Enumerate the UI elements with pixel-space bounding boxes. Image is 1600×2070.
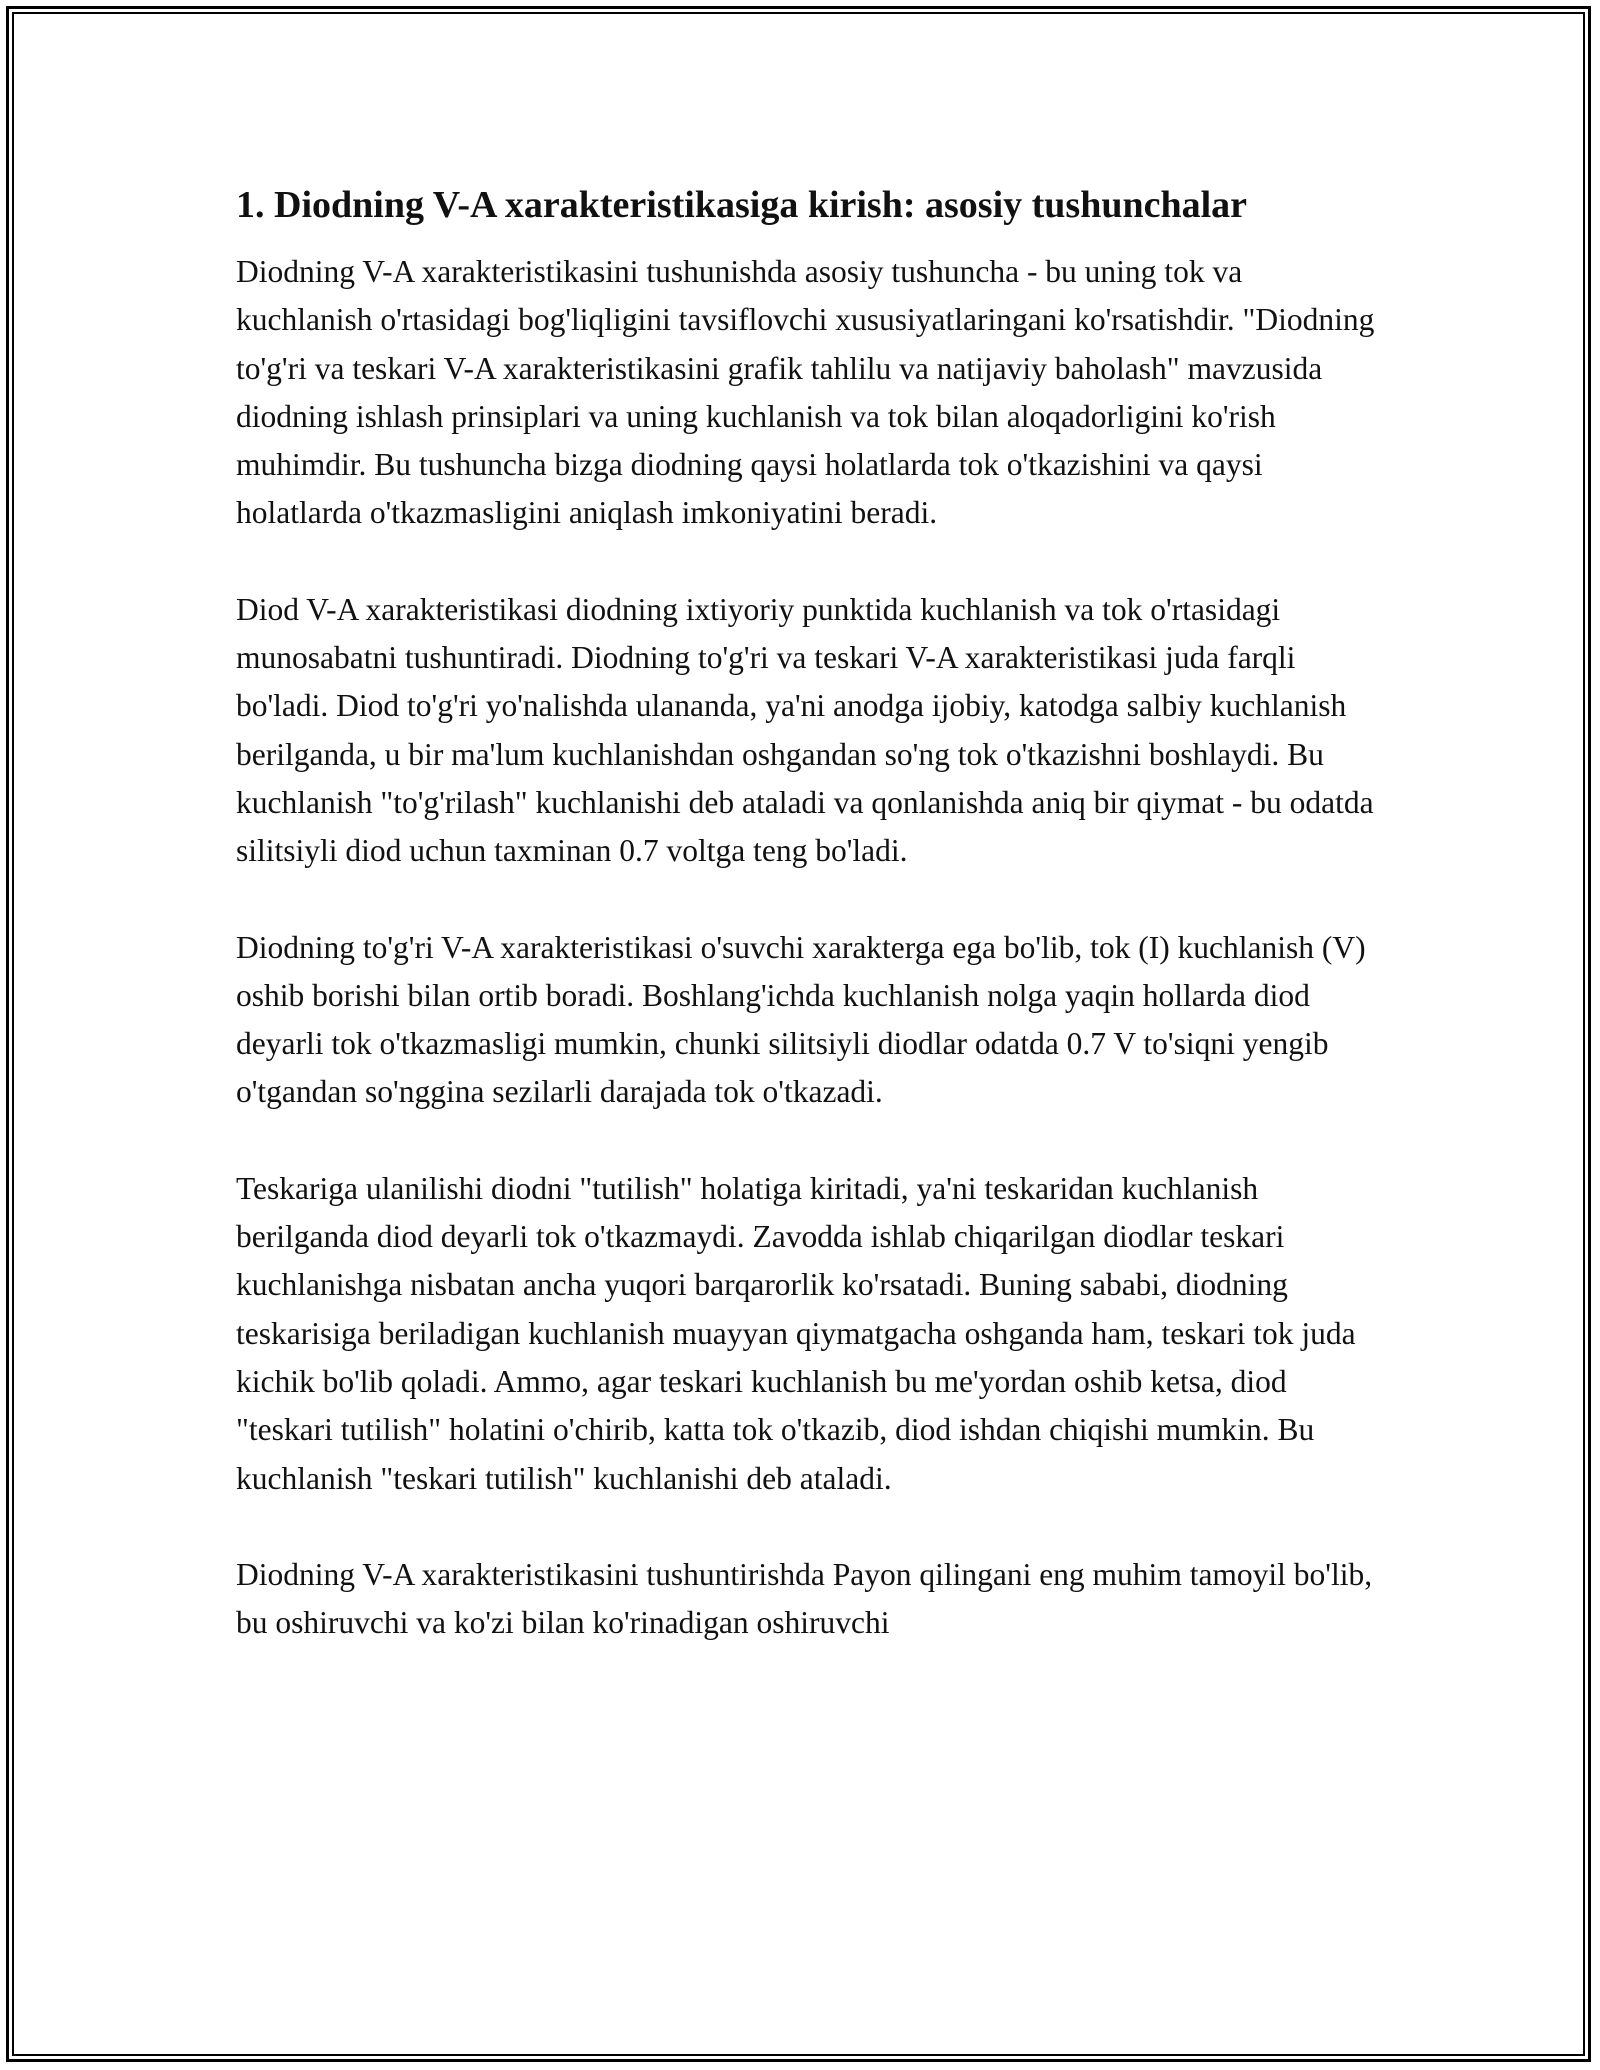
- paragraph-1: Diodning V-A xarakteristikasini tushunishda asosiy tushuncha - bu uning tok va kuchlanish o'rtasidagi bog'liqligini tavsiflovchi xususiyatlaringani ko'rsatishdir. "Diodning to'g'ri va teskari V-A xarakteristikasini grafik tahlilu va natijaviy baholash" mavzusida diodning ishlash prinsiplari va uning kuchlanish va tok bilan aloqadorligini ko'rish muhimdir. Bu tushuncha bizga diodning qaysi holatlarda tok o'tkazishini va qaysi holatlarda o'tkazmasligini aniqlash imkoniyatini beradi.: [236, 254, 1375, 531]
- section-heading: 1. Diodning V-A xarakteristikasiga kirish: asosiy tushunchalar: [236, 184, 1248, 226]
- paragraph-5: Diodning V-A xarakteristikasini tushuntirishda Payon qilingani eng muhim tamoyil bo'lib, bu oshiruvchi va ko'zi bilan ko'rinadigan oshiruvchi: [236, 1556, 1373, 1641]
- paragraph-4: Teskariga ulanilishi diodni "tutilish" holatiga kiritadi, ya'ni teskaridan kuchlanish berilganda diod deyarli tok o'tkazmaydi. Zavodda ishlab chiqarilgan diodlar teskari kuchlanishga nisbatan ancha yuqori barqarorlik ko'rsatadi. Buning sababi, diodning teskarisiga beriladigan kuchlanish muayyan qiymatgacha oshganda ham, teskari tok juda kichik bo'lib qoladi. Ammo, agar teskari kuchlanish bu me'yordan oshib ketsa, diod "teskari tutilish" holatini o'chirib, katta tok o'tkazib, diod ishdan chiqishi mumkin. Bu kuchlanish "teskari tutilish" kuchlanishi deb ataladi.: [236, 1170, 1356, 1496]
- paragraph-3: Diodning to'g'ri V-A xarakteristikasi o'suvchi xarakterga ega bo'lib, tok (I) kuchlanish (V) oshib borishi bilan ortib boradi. Boshlang'ichda kuchlanish nolga yaqin hollarda diod deyarli tok o'tkazmasligi mumkin, chunki silitsiyli diodlar odatda 0.7 V to'siqni yengib o'tgandan so'nggina sezilarli darajada tok o'tkazadi.: [236, 929, 1366, 1110]
- document-body: [236, 182, 1376, 1695]
- paragraph-2: Diod V-A xarakteristikasi diodning ixtiyoriy punktida kuchlanish va tok o'rtasidagi munosabatni tushuntiradi. Diodning to'g'ri va teskari V-A xarakteristikasi juda farqli bo'ladi. Diod to'g'ri yo'nalishda ulananda, ya'ni anodga ijobiy, katodga salbiy kuchlanish berilganda, u bir ma'lum kuchlanishdan oshgandan so'ng tok o'tkazishni boshlaydi. Bu kuchlanish "to'g'rilash" kuchlanishi deb ataladi va qonlanishda aniq bir qiymat - bu odatda silitsiyli diod uchun taxminan 0.7 voltga teng bo'ladi.: [236, 591, 1374, 869]
